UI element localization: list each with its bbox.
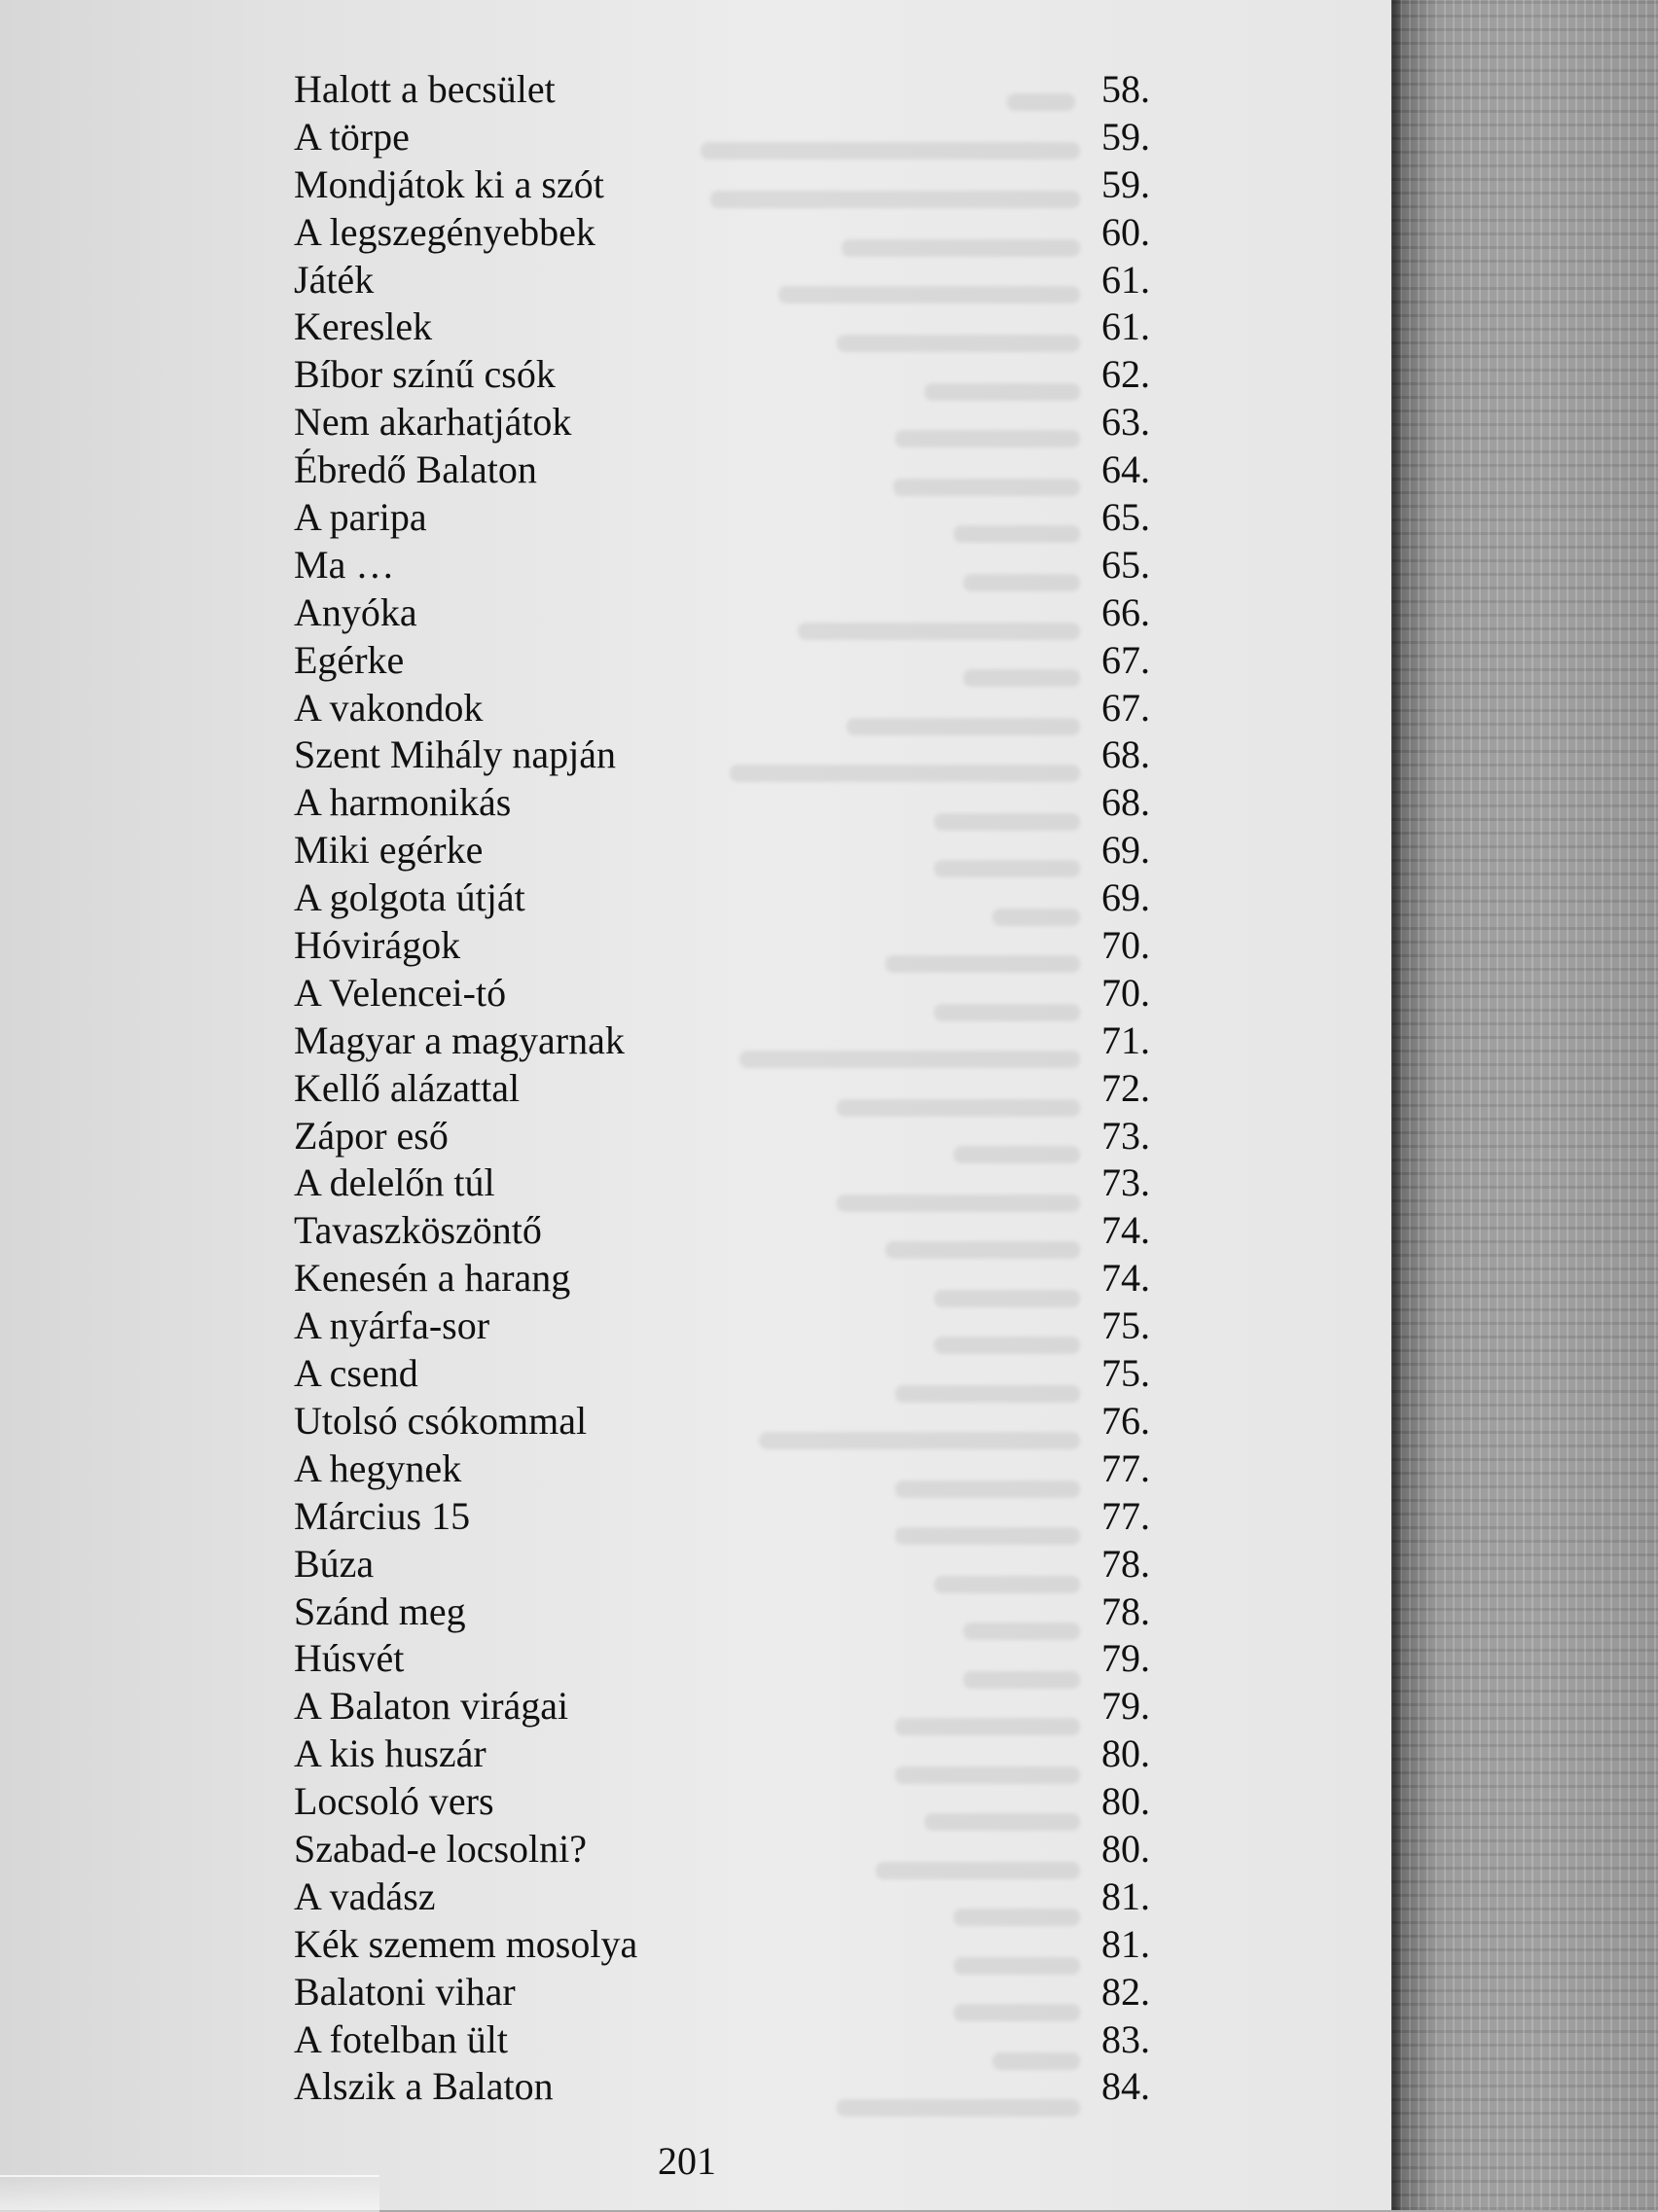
entry-page-number: 65. [1101,495,1150,540]
toc-entry [294,779,1150,827]
entry-title: Locsoló vers [294,1779,494,1824]
entry-title: A harmonikás [294,780,512,825]
entry-page-number: 74. [1101,1256,1150,1301]
toc-entry [294,66,1150,114]
entry-page-number: 71. [1101,1017,1150,1062]
toc-entry [294,1873,1150,1921]
entry-title: A nyárfa-sor [294,1303,490,1348]
entry-page-number: 69. [1101,875,1150,920]
entry-page-number: 76. [1101,1398,1150,1443]
entry-title: Zápor eső [294,1113,449,1158]
entry-page-number: 77. [1101,1445,1150,1490]
entry-page-number: 79. [1101,1636,1150,1681]
entry-title: Utolsó csókommal [294,1398,588,1443]
toc-entry [294,303,1150,351]
entry-page-number: 61. [1101,257,1150,302]
entry-page-number: 67. [1101,685,1150,730]
entry-page-number: 81. [1101,1921,1150,1966]
entry-page-number: 70. [1101,970,1150,1015]
entry-page-number: 60. [1101,209,1150,254]
toc-entry [294,2063,1150,2111]
toc-entry [294,1683,1150,1730]
entry-title: Kenesén a harang [294,1256,571,1301]
entry-page-number: 82. [1101,1969,1150,2014]
toc-entry [294,399,1150,446]
toc-entry [294,1113,1150,1160]
entry-title: Anyóka [294,589,417,634]
toc-entry [294,1350,1150,1398]
entry-page-number: 84. [1101,2064,1150,2109]
toc-entry [294,874,1150,922]
toc-entry [294,1207,1150,1255]
toc-entry [294,589,1150,637]
entry-title: A Balaton virágai [294,1684,569,1729]
toc-entry [294,1302,1150,1350]
entry-page-number: 58. [1101,67,1150,111]
entry-title: A golgota útját [294,875,525,920]
entry-page-number: 59. [1101,161,1150,206]
entry-title: A hegynek [294,1445,462,1490]
toc-entry [294,1493,1150,1541]
toc-entry [294,209,1150,257]
entry-page-number: 64. [1101,447,1150,492]
entry-title: Egérke [294,637,405,682]
watermark-fragment [0,2175,379,2212]
toc-entry [294,1921,1150,1969]
table-of-contents [294,66,1150,2111]
toc-entry [294,1445,1150,1493]
entry-page-number: 80. [1101,1731,1150,1776]
entry-page-number: 81. [1101,1873,1150,1918]
entry-title: A fotelban ült [294,2016,508,2061]
toc-entry [294,827,1150,874]
entry-page-number: 83. [1101,2016,1150,2061]
toc-entry [294,114,1150,161]
entry-title: Március 15 [294,1493,471,1538]
entry-title: Balatoni vihar [294,1969,516,2014]
toc-entry [294,161,1150,209]
toc-entry [294,1398,1150,1445]
entry-page-number: 78. [1101,1588,1150,1633]
toc-entry [294,1969,1150,2016]
entry-title: A törpe [294,114,410,159]
entry-page-number: 63. [1101,400,1150,445]
background-texture [1391,0,1658,2210]
toc-entry [294,446,1150,494]
entry-title: A vadász [294,1873,436,1918]
entry-page-number: 80. [1101,1826,1150,1871]
entry-title: A kis huszár [294,1731,487,1776]
toc-entry [294,1826,1150,1873]
toc-entry [294,257,1150,304]
entry-title: Ma … [294,542,395,587]
entry-title: A paripa [294,495,427,540]
entry-title: Húsvét [294,1636,405,1681]
toc-entry [294,685,1150,732]
toc-entry [294,1017,1150,1065]
entry-title: Halott a becsület [294,67,556,111]
entry-title: Kereslek [294,304,433,349]
entry-title: Kék szemem mosolya [294,1921,638,1966]
entry-page-number: 73. [1101,1160,1150,1205]
entry-title: Szánd meg [294,1588,466,1633]
entry-page-number: 68. [1101,780,1150,825]
entry-page-number: 65. [1101,542,1150,587]
entry-title: Hóvirágok [294,923,461,968]
entry-title: Kellő alázattal [294,1065,521,1110]
toc-entry [294,922,1150,970]
toc-entry [294,637,1150,685]
entry-title: Szabad-e locsolni? [294,1826,587,1871]
entry-page-number: 67. [1101,637,1150,682]
toc-entry [294,1730,1150,1778]
entry-title: Szent Mihály napján [294,732,617,777]
entry-page-number: 75. [1101,1303,1150,1348]
toc-entry [294,1635,1150,1683]
toc-entry [294,1778,1150,1826]
entry-page-number: 70. [1101,923,1150,968]
entry-page-number: 75. [1101,1351,1150,1396]
entry-title: Tavaszköszöntő [294,1208,542,1253]
toc-entry [294,1255,1150,1302]
toc-entry [294,1588,1150,1636]
entry-title: A legszegényebbek [294,209,595,254]
toc-entry [294,494,1150,542]
entry-title: Nem akarhatjátok [294,400,572,445]
entry-page-number: 59. [1101,114,1150,159]
entry-title: Ébredő Balaton [294,447,537,492]
toc-entry [294,542,1150,589]
entry-page-number: 78. [1101,1541,1150,1586]
entry-page-number: 77. [1101,1493,1150,1538]
entry-title: Játék [294,257,375,302]
entry-title: Alszik a Balaton [294,2064,554,2109]
entry-title: Mondjátok ki a szót [294,161,604,206]
toc-entry [294,1160,1150,1207]
entry-page-number: 69. [1101,828,1150,873]
entry-page-number: 66. [1101,589,1150,634]
entry-page-number: 61. [1101,304,1150,349]
entry-page-number: 62. [1101,352,1150,397]
entry-title: A csend [294,1351,418,1396]
entry-title: Miki egérke [294,828,484,873]
entry-title: A vakondok [294,685,484,730]
entry-page-number: 72. [1101,1065,1150,1110]
entry-page-number: 79. [1101,1684,1150,1729]
entry-title: Bíbor színű csók [294,352,556,397]
toc-entry [294,731,1150,779]
entry-title: A delelőn túl [294,1160,495,1205]
toc-entry [294,1541,1150,1588]
toc-entry [294,351,1150,399]
entry-title: Magyar a magyarnak [294,1017,625,1062]
toc-entry [294,1065,1150,1113]
page-number: 201 [658,2139,716,2183]
toc-entry [294,970,1150,1017]
toc-entry [294,2016,1150,2064]
entry-page-number: 73. [1101,1113,1150,1158]
entry-page-number: 74. [1101,1208,1150,1253]
entry-page-number: 80. [1101,1779,1150,1824]
entry-page-number: 68. [1101,732,1150,777]
entry-title: Búza [294,1541,375,1586]
entry-title: A Velencei-tó [294,970,507,1015]
